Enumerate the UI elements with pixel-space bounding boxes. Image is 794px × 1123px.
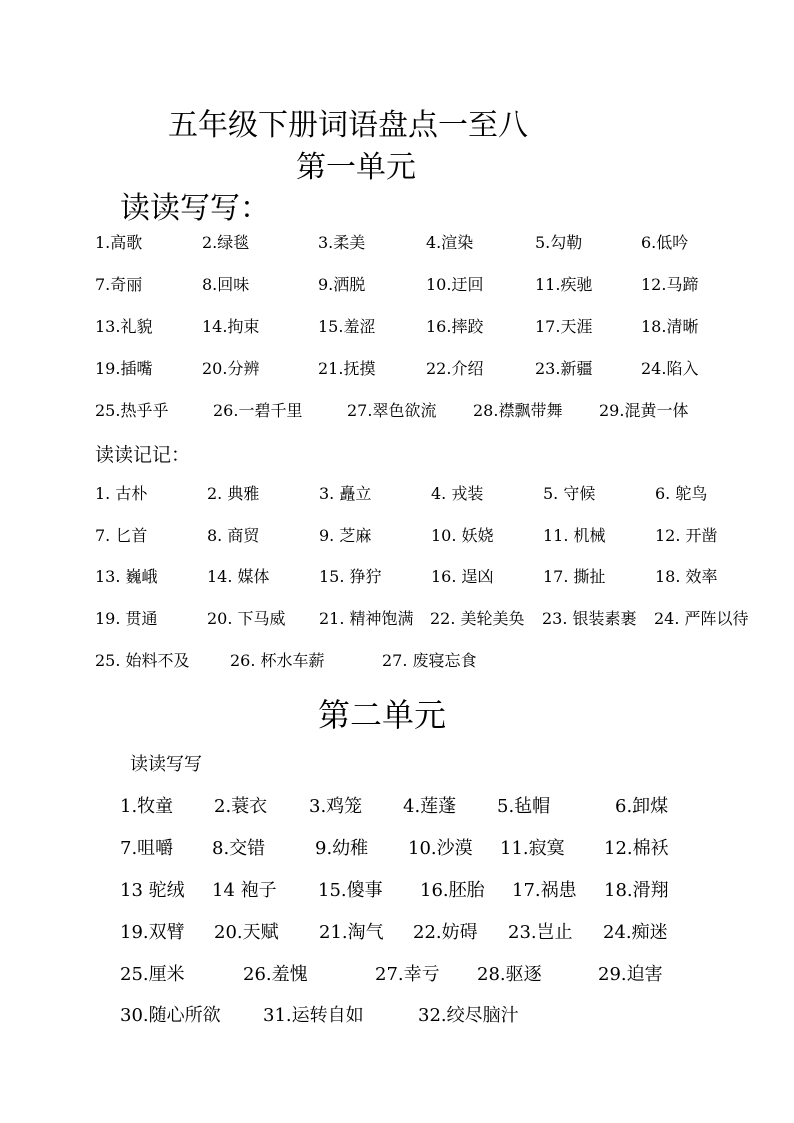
word: 6.卸煤 <box>615 796 669 817</box>
word: 17.祸患 <box>512 880 577 901</box>
word: 7.奇丽 <box>95 275 143 294</box>
word: 19. 贯通 <box>95 609 158 628</box>
word: 11. 机械 <box>543 526 606 545</box>
word: 4.莲蓬 <box>403 796 457 817</box>
word: 5.勾勒 <box>535 233 583 252</box>
word: 30.随心所欲 <box>120 1005 221 1026</box>
word: 3.柔美 <box>318 233 366 252</box>
word: 23.新疆 <box>535 359 593 378</box>
word: 14 袍子 <box>212 880 277 901</box>
word: 21.抚摸 <box>318 359 376 378</box>
unit1-heading: 第一单元 <box>296 150 416 185</box>
word: 24.陷入 <box>641 359 699 378</box>
word: 22.妨碍 <box>413 922 478 943</box>
word: 28.驱逐 <box>477 964 542 985</box>
word: 9.洒脱 <box>318 275 366 294</box>
word: 13. 巍峨 <box>95 567 158 586</box>
word: 22. 美轮美奂 <box>430 609 525 628</box>
word: 13.礼貌 <box>95 317 153 336</box>
word: 26.一碧千里 <box>213 401 303 420</box>
word: 18.清晰 <box>641 317 699 336</box>
word: 1.高歌 <box>95 233 143 252</box>
word: 17. 撕扯 <box>543 567 606 586</box>
word: 10.沙漠 <box>408 838 473 859</box>
word: 15.羞涩 <box>318 317 376 336</box>
word: 10. 妖娆 <box>431 526 494 545</box>
word: 28.襟飘带舞 <box>473 401 563 420</box>
word: 1. 古朴 <box>95 484 148 503</box>
word: 3.鸡笼 <box>309 796 363 817</box>
word: 29.混黄一体 <box>599 401 689 420</box>
word: 7. 匕首 <box>95 526 148 545</box>
word: 20.天赋 <box>214 922 279 943</box>
word: 10.迂回 <box>426 275 484 294</box>
unit2-read-write-heading: 读读写写 <box>130 754 202 775</box>
word: 7.咀嚼 <box>120 838 174 859</box>
word: 6. 鸵鸟 <box>655 484 708 503</box>
page-title: 五年级下册词语盘点一至八 <box>168 108 528 143</box>
word: 20. 下马威 <box>207 609 286 628</box>
word: 8.交错 <box>212 838 266 859</box>
word: 19.双臂 <box>120 922 185 943</box>
word: 23. 银装素裹 <box>542 609 637 628</box>
word: 23.岂止 <box>508 922 573 943</box>
word: 14.拘束 <box>202 317 260 336</box>
word: 13 驼绒 <box>120 880 185 901</box>
word: 16.摔跤 <box>426 317 484 336</box>
word: 27.幸亏 <box>375 964 440 985</box>
word: 18. 效率 <box>655 567 718 586</box>
word: 19.插嘴 <box>95 359 153 378</box>
word: 3. 矗立 <box>319 484 372 503</box>
word: 20.分辨 <box>202 359 260 378</box>
word: 9. 芝麻 <box>319 526 372 545</box>
word: 31.运转自如 <box>263 1005 364 1026</box>
word: 1.牧童 <box>120 796 174 817</box>
unit2-heading: 第二单元 <box>318 696 447 734</box>
word: 12.马蹄 <box>641 275 699 294</box>
word: 2.蓑衣 <box>214 796 268 817</box>
word: 22.介绍 <box>426 359 484 378</box>
word: 24. 严阵以待 <box>654 609 749 628</box>
word: 29.迫害 <box>598 964 663 985</box>
unit1-read-remember-heading: 读读记记： <box>95 444 191 466</box>
word: 26. 杯水车薪 <box>230 651 325 670</box>
word: 21. 精神饱满 <box>319 609 414 628</box>
word: 15. 狰狞 <box>319 567 382 586</box>
word: 25.热乎乎 <box>95 401 169 420</box>
word: 15.傻事 <box>318 880 383 901</box>
word: 2. 典雅 <box>207 484 260 503</box>
unit1-read-write-heading: 读读写写： <box>120 191 270 226</box>
word: 24.痴迷 <box>603 922 668 943</box>
word: 9.幼稚 <box>315 838 369 859</box>
word: 5.毡帽 <box>497 796 551 817</box>
word: 25.厘米 <box>120 964 185 985</box>
word: 11.寂寞 <box>500 838 565 859</box>
word: 18.滑翔 <box>604 880 669 901</box>
word: 11.疾驰 <box>535 275 593 294</box>
word: 27. 废寝忘食 <box>382 651 477 670</box>
word: 14. 媒体 <box>207 567 270 586</box>
word: 4.渲染 <box>426 233 474 252</box>
word: 17.天涯 <box>535 317 593 336</box>
word: 4. 戎装 <box>431 484 484 503</box>
word: 5. 守候 <box>543 484 596 503</box>
word: 8. 商贸 <box>207 526 260 545</box>
word: 21.淘气 <box>319 922 384 943</box>
word: 8.回味 <box>202 275 250 294</box>
word: 16.胚胎 <box>420 880 485 901</box>
word: 25. 始料不及 <box>95 651 190 670</box>
word: 12. 开凿 <box>655 526 718 545</box>
word: 12.棉袄 <box>604 838 669 859</box>
word: 16. 逞凶 <box>431 567 494 586</box>
word: 27.翠色欲流 <box>347 401 437 420</box>
word: 32.绞尽脑汁 <box>418 1005 519 1026</box>
word: 26.羞愧 <box>243 964 308 985</box>
word: 6.低吟 <box>641 233 689 252</box>
word: 2.绿毯 <box>202 233 250 252</box>
